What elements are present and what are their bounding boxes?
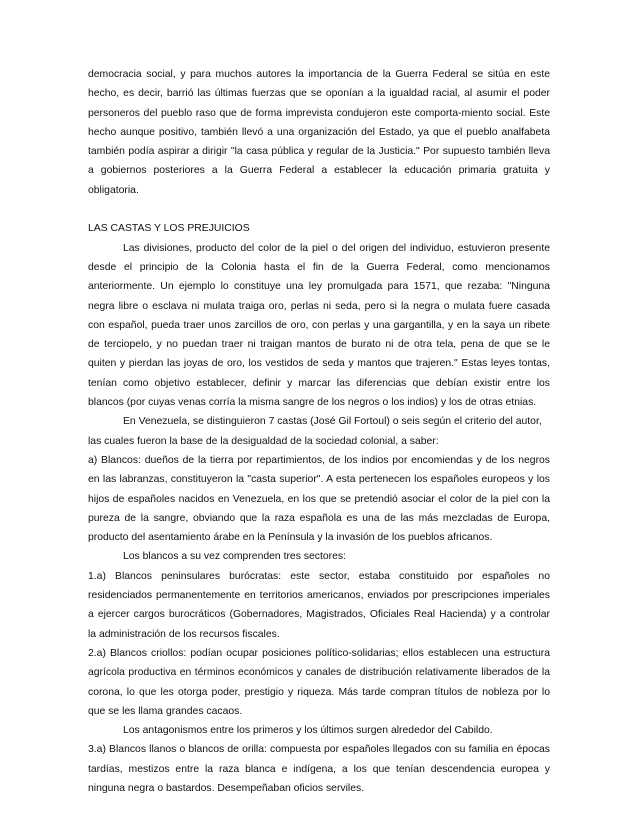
text-line: Los antagonismos entre los primeros y los últimos surgen alrededor del Cabildo.: [123, 725, 493, 737]
text-line: quiten y pierdan las joyas de oro, los vestidos de seda y mantos que trajeren." Estas leyes tontas,: [88, 358, 550, 370]
blank-line: [88, 200, 550, 219]
text-line: agrícola productiva en términos económicos y canales de distribución relativamente liberados de la: [88, 667, 550, 679]
text-line: tardías, mestizos entre la raza blanca e indígena, a los que tenían descendencia europea y: [88, 763, 550, 775]
text-line: residenciados permanentemente en territorios americanos, enviados por prescripciones imperiales: [88, 590, 550, 602]
text-line: obligatoria.: [88, 184, 139, 196]
text-line: de terciopelo, y no puedan traer ni traigan mantos de burato ni de otra tela, pena de que se le: [88, 339, 550, 351]
text-line: que se les llama grandes cacaos.: [88, 705, 243, 717]
text-line: con español, pueda traer unos zarcillos de oro, con perlas y una gargantilla, y en la saya un ribete: [88, 319, 550, 331]
text-line: tenían como objetivo establecer, definir y marcar las diferencias que debían existir entre los: [88, 377, 550, 389]
text-line: a) Blancos: dueños de la tierra por repartimientos, de los indios por encomiendas y de los negros: [88, 454, 550, 466]
text-line: producto del asentamiento árabe en la Península y la invasión de los pueblos africanos.: [88, 532, 493, 544]
text-line: 3.a) Blancos llanos o blancos de orilla: compuesta por españoles llegados con su familia en épocas: [88, 744, 550, 756]
text-line: desde el principio de la Colonia hasta el fin de la Guerra Federal, como mencionamos: [88, 261, 550, 273]
text-line: las cuales fueron la base de la desigualdad de la sociedad colonial, a saber:: [88, 435, 439, 447]
text-line: En Venezuela, se distinguieron 7 castas (José Gil Fortoul) o seis según el criterio del autor,: [123, 416, 542, 428]
text-line: corona, lo que les otorga poder, prestigio y riqueza. Más tarde compran títulos de nobleza por lo: [88, 686, 550, 698]
text-line: 2.a) Blancos criollos: podían ocupar posiciones político-solidarias; ellos establecen una estructura: [88, 647, 550, 659]
text-line: a ejercer cargos burocráticos (Gobernadores, Magistrados, Oficiales Real Hacienda) y a controlar: [88, 609, 550, 621]
text-line: en las labranzas, constituyeron la "casta superior". A esta pertenecen los españoles europeos y los: [88, 474, 550, 486]
text-line: personeros del pueblo raso que de forma imprevista condujeron este comporta-miento social. Este: [88, 107, 550, 119]
text-line: democracia social, y para muchos autores la importancia de la Guerra Federal se sitúa en este: [88, 69, 550, 80]
text-line: blancos (por cuyas venas corría la misma sangre de los negros o los indios) y los de otras etnias.: [88, 397, 537, 409]
text-line: hijos de españoles nacidos en Venezuela, en los que se pretendió asociar el color de la piel con la: [88, 493, 550, 505]
text-line: anteriormente. Un ejemplo lo constituye una ley promulgada para 1571, que rezaba: "Ninguna: [88, 281, 550, 293]
text-line: pureza de la sangre, obviando que la raza española es una de las más mezcladas de Europa,: [88, 512, 550, 524]
text-line: Las divisiones, producto del color de la piel o del origen del individuo, estuvieron presente: [123, 242, 550, 254]
text-line: Los blancos a su vez comprenden tres sectores:: [123, 551, 346, 563]
text-line: hecho aunque positivo, también llevó a una organización del Estado, ya que el pueblo analfabeta: [88, 126, 550, 138]
text-line: también podía aspirar a dirigir "la casa pública y regular de la Justicia." Por supuesto también lleva: [88, 146, 550, 158]
body-text: [88, 65, 550, 798]
text-line: a gobiernos posteriores a la Guerra Federal a establecer la educación primaria gratuita y: [88, 165, 550, 177]
text-line: LAS CASTAS Y LOS PREJUICIOS: [88, 223, 250, 235]
text-line: 1.a) Blancos peninsulares burócratas: este sector, estaba constituido por españoles no: [88, 570, 550, 582]
text-line: hecho, es decir, barrió las últimas fuerzas que se oponían a la igualdad racial, al asumir el poder: [88, 88, 550, 100]
text-line: ninguna negra o bastardos. Desempeñaban oficios serviles.: [88, 782, 365, 794]
text-line: la administración de los recursos fiscales.: [88, 628, 280, 640]
text-line: negra libre o esclava ni mulata traiga oro, perlas ni seda, pero si la negra o mulata fuere casada: [88, 300, 550, 312]
